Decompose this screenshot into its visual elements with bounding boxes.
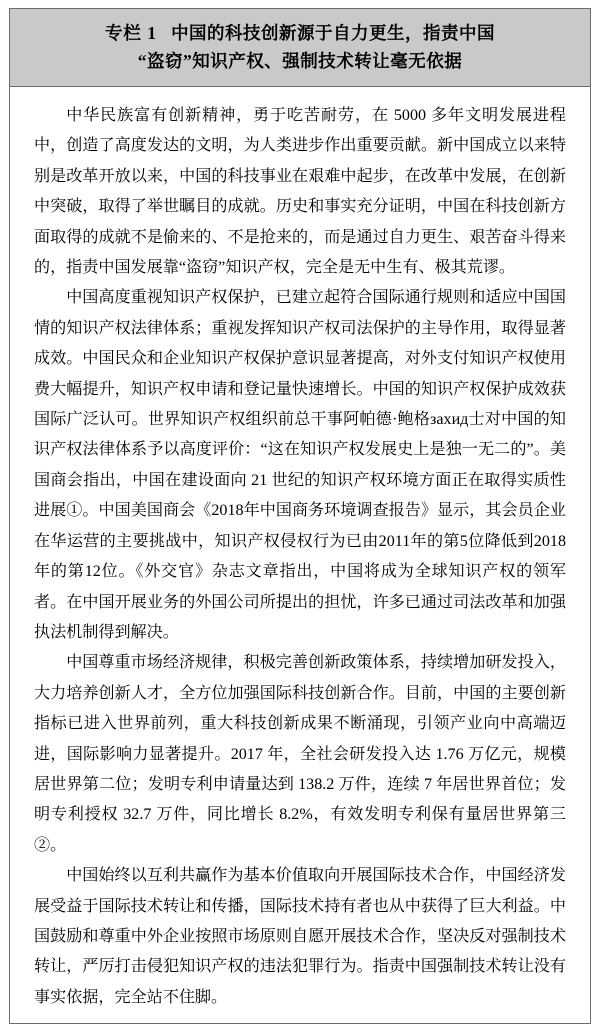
- paragraph-1: 中华民族富有创新精神，勇于吃苦耐劳，在 5000 多年文明发展进程中，创造了高度发达的文明，为人类进步作出重要贡献。新中国成立以来特别是改革开放以来，中国的科技事业在艰难中起步，在改革中发展，在创新中突破，取得了举世瞩目的成就。历史和事实充分证明，中国在科技创新方面取得的成就不是偷来的、不是抢来的，而是通过自力更生、艰苦奋斗得来的，指责中国发展靠“盗窃”知识产权，完全是无中生有、极其荒谬。: [34, 107, 566, 277]
- feature-box-label: 专栏 1: [104, 23, 158, 43]
- feature-box-title-part-1: 中国的科技创新源于自力更生，指责中国: [171, 23, 496, 43]
- feature-box-body: [10, 87, 590, 1023]
- feature-box-title-line-2: “盗窃”知识产权、强制技术转让毫无依据: [137, 51, 463, 71]
- paragraph-2: 中国高度重视知识产权保护，已建立起符合国际通行规则和适应中国国情的知识产权法律体系；重视发挥知识产权司法保护的主导作用，取得显著成效。中国民众和企业知识产权保护意识显著提高，对外支付知识产权使用费大幅提升，知识产权申请和登记量快速增长。中国的知识产权保护成效获国际广泛认可。世界知识产权组织前总干事阿帕德·鲍格захид士对中国的知识产权法律体系予以高度评价：“这在知识产权发展史上是独一无二的”。美国商会指出，中国在建设面向 21 世纪的知识产权环境方面正在取得实质性进展①。中国美国商会《2018年中国商务环境调查报告》显示，其会员企业在华运营的主要挑战中，知识产权侵权行为已由2011年的第5位降低到2018年的第12位。《外交官》杂志文章指出，中国将成为全球知识产权的领军者。在中国开展业务的外国公司所提出的担忧，许多已通过司法改革和加强执法机制得到解决。: [34, 289, 566, 641]
- feature-box-title-line-1: [36, 19, 564, 47]
- feature-box: [9, 8, 591, 1024]
- paragraph-3: 中国尊重市场经济规律，积极完善创新政策体系，持续增加研发投入，大力培养创新人才，全方位加强国际科技创新合作。目前，中国的主要创新指标已进入世界前列，重大科技创新成果不断涌现，引领产业向中高端迈进，国际影响力显著提升。2017 年，全社会研发投入达 1.76 万亿元，规模居世界第二位；发明专利申请量达到 138.2 万件，连续 7 年居世界首位；发明专利授权 32.7 万件，同比增长 8.2%，有效发明专利保有量居世界第三②。: [34, 654, 566, 854]
- paragraph-4: 中国始终以互利共赢作为基本价值取向开展国际技术合作，中国经济发展受益于国际技术转让和传播，国际技术持有者也从中获得了巨大利益。中国鼓励和尊重中外企业按照市场原则自愿开展技术合作，坚决反对强制技术转让，严厉打击侵犯知识产权的违法犯罪行为。指责中国强制技术转让没有事实依据，完全站不住脚。: [34, 867, 566, 1006]
- feature-box-header: [10, 9, 590, 87]
